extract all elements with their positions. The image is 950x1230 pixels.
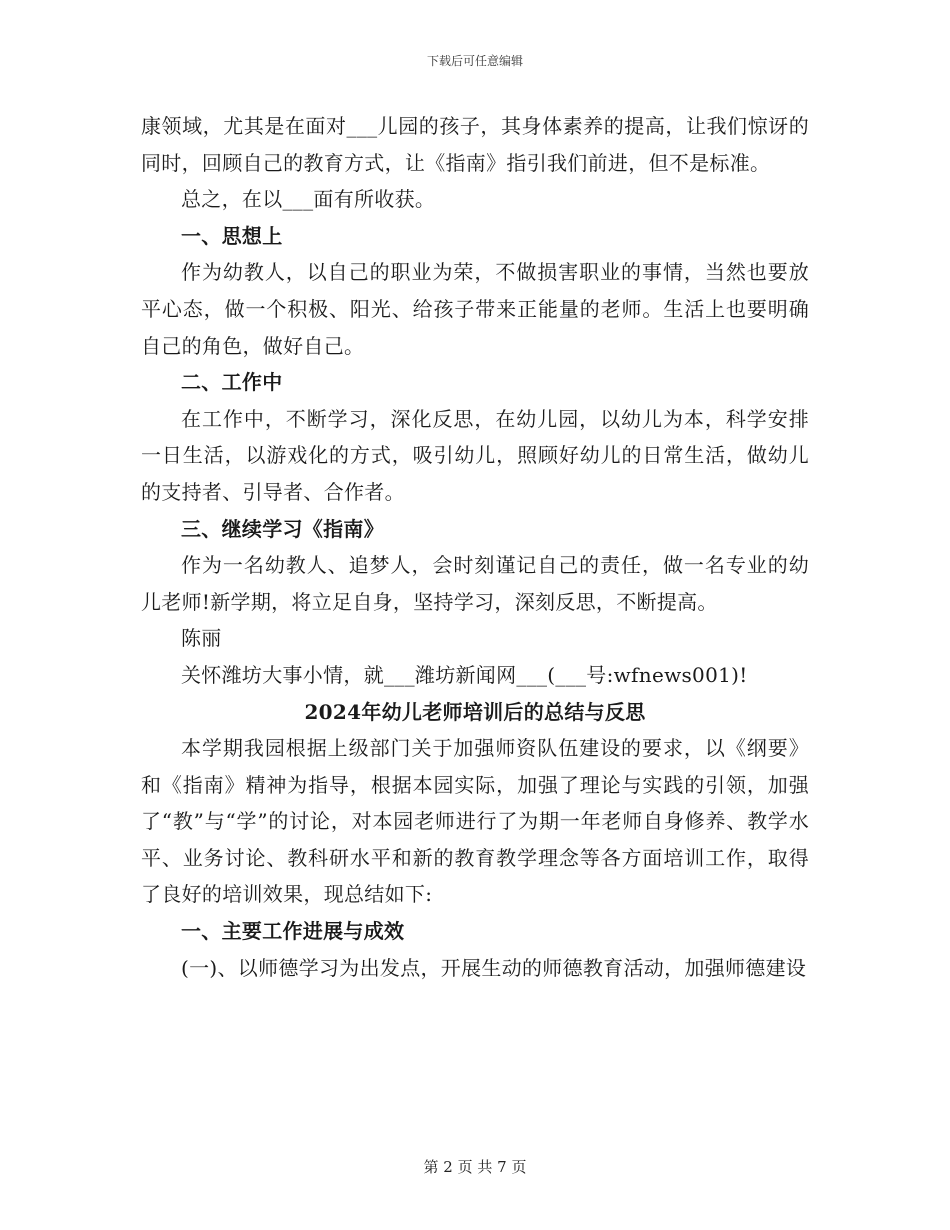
paragraph-ethics: (一)、以师德学习为出发点，开展生动的师德教育活动，加强师德建设 (181, 955, 807, 980)
page-header: 下载后可任意编辑 (426, 54, 523, 68)
paragraph-guide: 作为一名幼教人、追梦人，会时刻谨记自己的责任，做一名专业的幼儿老师!新学期，将立足自身，坚持学习，深刻反思，不断提高。 (141, 553, 809, 614)
paragraph-thought: 作为幼教人，以自己的职业为荣，不做损害职业的事情，当然也要放平心态，做一个积极、阳光、给孩子带来正能量的老师。生活上也要明确自己的角色，做好自己。 (141, 260, 809, 358)
paragraph-continuation: 康领域，尤其是在面对___儿园的孩子，其身体素养的提高，让我们惊讶的同时，回顾自己的教育方式，让《指南》指引我们前进，但不是标准。 (141, 114, 809, 175)
news-note: 关怀潍坊大事小情，就___潍坊新闻网___(___号:wfnews001)! (181, 662, 748, 687)
author-name: 陈丽 (181, 626, 222, 651)
paragraph-summary: 总之，在以___面有所收获。 (181, 187, 436, 212)
section-heading-progress: 一、主要工作进展与成效 (181, 919, 405, 944)
section-heading-thought: 一、思想上 (181, 223, 283, 248)
paragraph-work: 在工作中，不断学习，深化反思，在幼儿园，以幼儿为本，科学安排一日生活，以游戏化的方式，吸引幼儿，照顾好幼儿的日常生活，做幼儿的支持者、引导者、合作者。 (141, 406, 809, 504)
section-heading-guide: 三、继续学习《指南》 (181, 516, 384, 541)
page-number: 第 2 页 共 7 页 (423, 1158, 527, 1176)
paragraph-intro: 本学期我园根据上级部门关于加强师资队伍建设的要求，以《纲要》和《指南》精神为指导，根据本园实际，加强了理论与实践的引领，加强了“教”与“学”的讨论，对本园老师进行了为期一年老师自身修养、教学水平、业务讨论、教科研水平和新的教育教学理念等各方面培训工作，取得了良好的培训效果，现总结如下: (141, 736, 809, 907)
document-body (141, 108, 809, 986)
article-title: 2024年幼儿老师培训后的总结与反思 (304, 699, 646, 724)
section-heading-work: 二、工作中 (181, 370, 283, 395)
